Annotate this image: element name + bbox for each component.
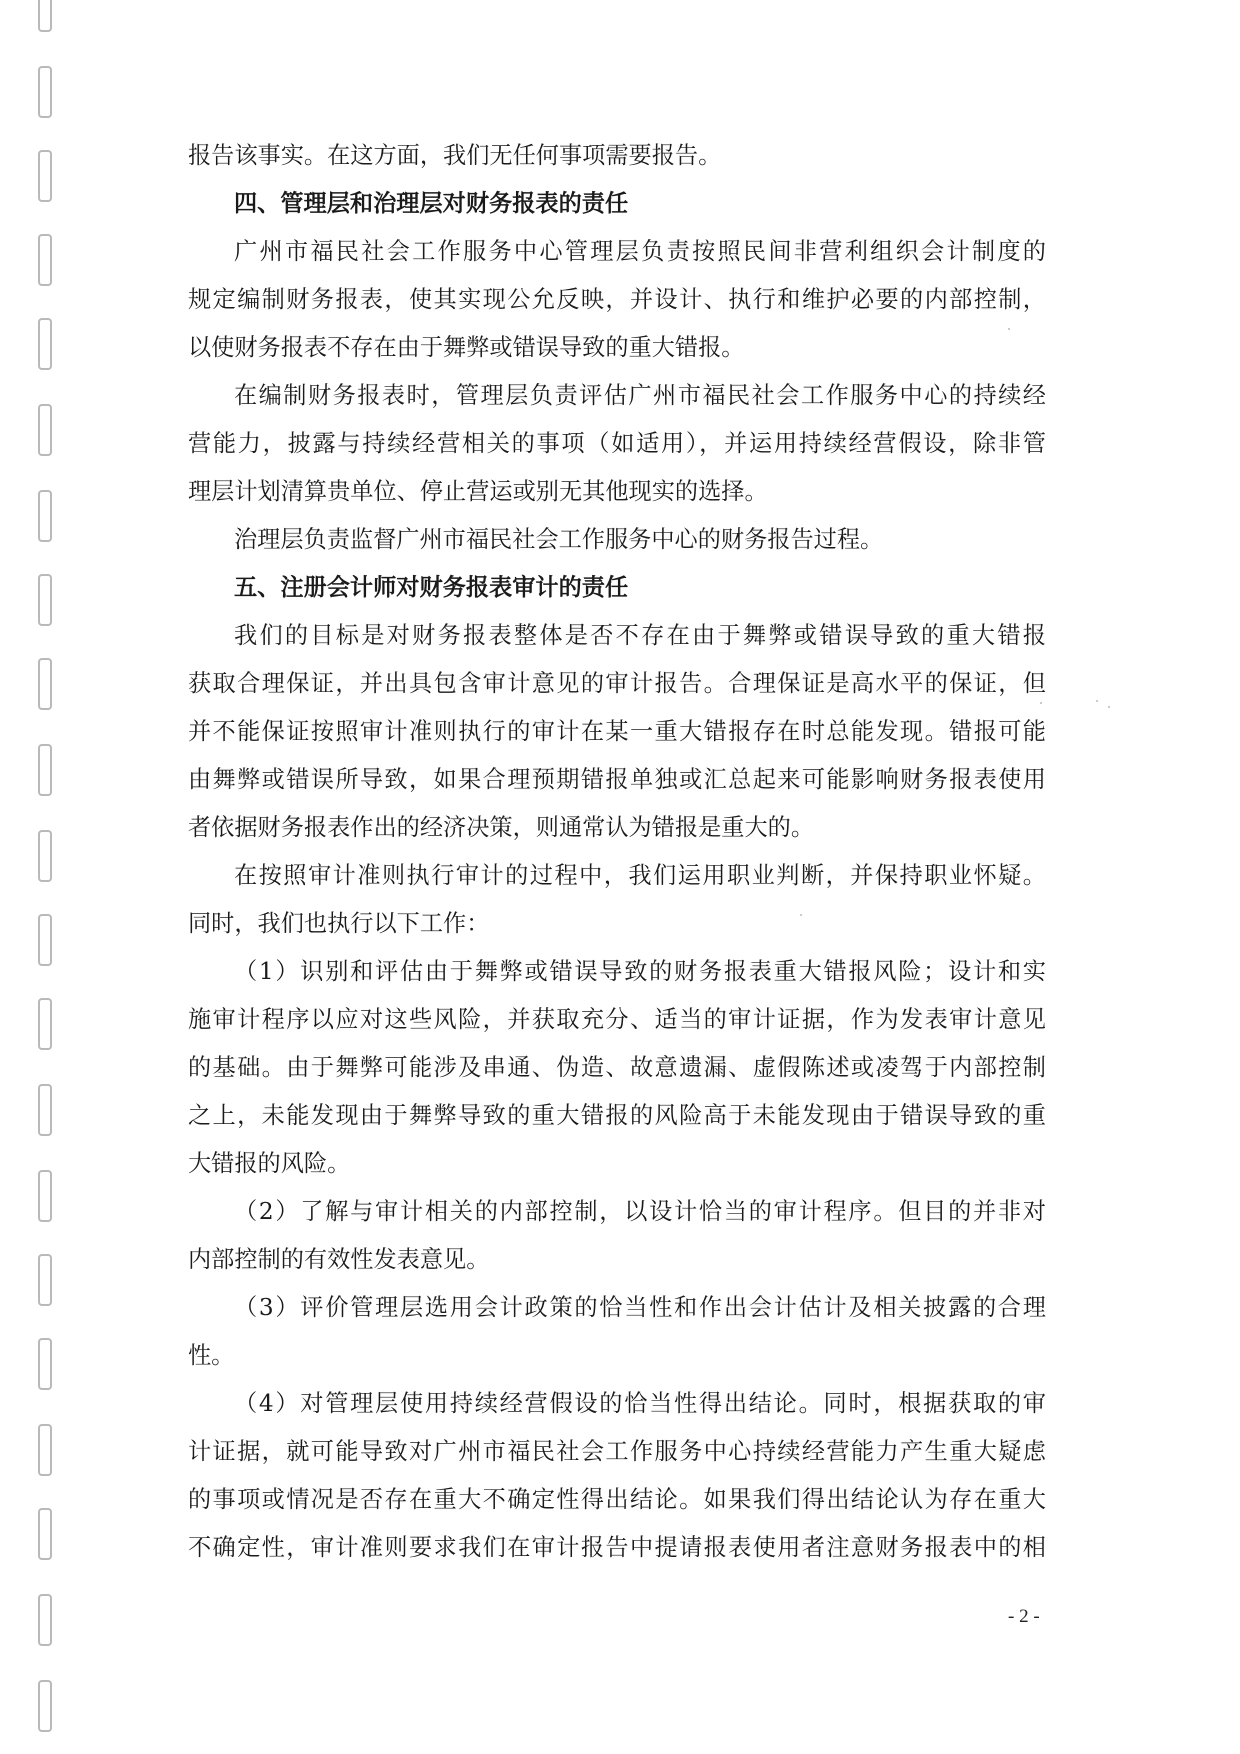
- list-item-line: 内部控制的有效性发表意见。: [188, 1246, 490, 1273]
- binding-hole-decoration: [38, 998, 52, 1050]
- scan-speck: [1096, 700, 1098, 702]
- list-item-line: 计证据，就可能导致对广州市福民社会工作服务中心持续经营能力产生重大疑虑: [188, 1438, 1046, 1465]
- binding-hole-decoration: [38, 830, 52, 882]
- binding-hole-decoration: [38, 0, 52, 32]
- binding-hole-decoration: [38, 1254, 52, 1306]
- binding-hole-decoration: [38, 1680, 52, 1732]
- list-item-line: 施审计程序以应对这些风险，并获取充分、适当的审计证据，作为发表审计意见: [188, 1006, 1046, 1033]
- binding-hole-decoration: [38, 658, 52, 710]
- section-heading-four: 四、管理层和治理层对财务报表的责任: [234, 190, 629, 217]
- list-item-line: 性。: [188, 1342, 235, 1369]
- paragraph-line: 以使财务报表不存在由于舞弊或错误导致的重大错报。: [188, 334, 745, 361]
- paragraph-line: 广州市福民社会工作服务中心管理层负责按照民间非营利组织会计制度的: [234, 238, 1046, 265]
- list-item-line: （1）识别和评估由于舞弊或错误导致的财务报表重大错报风险；设计和实: [234, 958, 1046, 985]
- list-item-line: 之上，未能发现由于舞弊导致的重大错报的风险高于未能发现由于错误导致的重: [188, 1102, 1046, 1129]
- paragraph-line: 在编制财务报表时，管理层负责评估广州市福民社会工作服务中心的持续经: [234, 382, 1046, 409]
- list-item-line: （4）对管理层使用持续经营假设的恰当性得出结论。同时，根据获取的审: [234, 1390, 1046, 1417]
- paragraph-line: 营能力，披露与持续经营相关的事项（如适用），并运用持续经营假设，除非管: [188, 430, 1046, 457]
- binding-hole-decoration: [38, 150, 52, 202]
- list-item-line: （3）评价管理层选用会计政策的恰当性和作出会计估计及相关披露的合理: [234, 1294, 1046, 1321]
- binding-holes: [38, 0, 62, 1754]
- paragraph-line: 获取合理保证，并出具包含审计意见的审计报告。合理保证是高水平的保证，但: [188, 670, 1046, 697]
- paragraph-line: 我们的目标是对财务报表整体是否不存在由于舞弊或错误导致的重大错报: [234, 622, 1046, 649]
- binding-hole-decoration: [38, 744, 52, 796]
- paragraph-line: 并不能保证按照审计准则执行的审计在某一重大错报存在时总能发现。错报可能: [188, 718, 1046, 745]
- paragraph-line: 由舞弊或错误所导致，如果合理预期错报单独或汇总起来可能影响财务报表使用: [188, 766, 1046, 793]
- list-item-line: 的基础。由于舞弊可能涉及串通、伪造、故意遗漏、虚假陈述或凌驾于内部控制: [188, 1054, 1046, 1081]
- binding-hole-decoration: [38, 318, 52, 370]
- binding-hole-decoration: [38, 914, 52, 966]
- binding-hole-decoration: [38, 574, 52, 626]
- paragraph-line: 同时，我们也执行以下工作：: [188, 910, 490, 937]
- list-item-line: 的事项或情况是否存在重大不确定性得出结论。如果我们得出结论认为存在重大: [188, 1486, 1046, 1513]
- binding-hole-decoration: [38, 1594, 52, 1646]
- section-heading-five: 五、注册会计师对财务报表审计的责任: [234, 574, 629, 601]
- scan-speck: [1108, 706, 1110, 708]
- page-number: - 2 -: [1008, 1606, 1040, 1627]
- binding-hole-decoration: [38, 1338, 52, 1390]
- paragraph-line: 规定编制财务报表，使其实现公允反映，并设计、执行和维护必要的内部控制，: [188, 286, 1046, 313]
- binding-hole-decoration: [38, 1508, 52, 1560]
- binding-hole-decoration: [38, 234, 52, 286]
- binding-hole-decoration: [38, 404, 52, 456]
- binding-hole-decoration: [38, 1170, 52, 1222]
- binding-hole-decoration: [38, 1424, 52, 1476]
- paragraph-line: 者依据财务报表作出的经济决策，则通常认为错报是重大的。: [188, 814, 815, 841]
- document-body: [188, 132, 1046, 1572]
- binding-hole-decoration: [38, 66, 52, 118]
- binding-hole-decoration: [38, 1084, 52, 1136]
- paragraph-line: 治理层负责监督广州市福民社会工作服务中心的财务报告过程。: [234, 526, 884, 553]
- list-item-line: 不确定性，审计准则要求我们在审计报告中提请报表使用者注意财务报表中的相: [188, 1534, 1046, 1561]
- list-item-line: （2）了解与审计相关的内部控制，以设计恰当的审计程序。但目的并非对: [234, 1198, 1046, 1225]
- binding-hole-decoration: [38, 490, 52, 542]
- list-item-line: 大错报的风险。: [188, 1150, 351, 1177]
- paragraph-line: 报告该事实。在这方面，我们无任何事项需要报告。: [188, 142, 722, 169]
- paragraph-line: 在按照审计准则执行审计的过程中，我们运用职业判断，并保持职业怀疑。: [234, 862, 1046, 889]
- paragraph-line: 理层计划清算贵单位、停止营运或别无其他现实的选择。: [188, 478, 768, 505]
